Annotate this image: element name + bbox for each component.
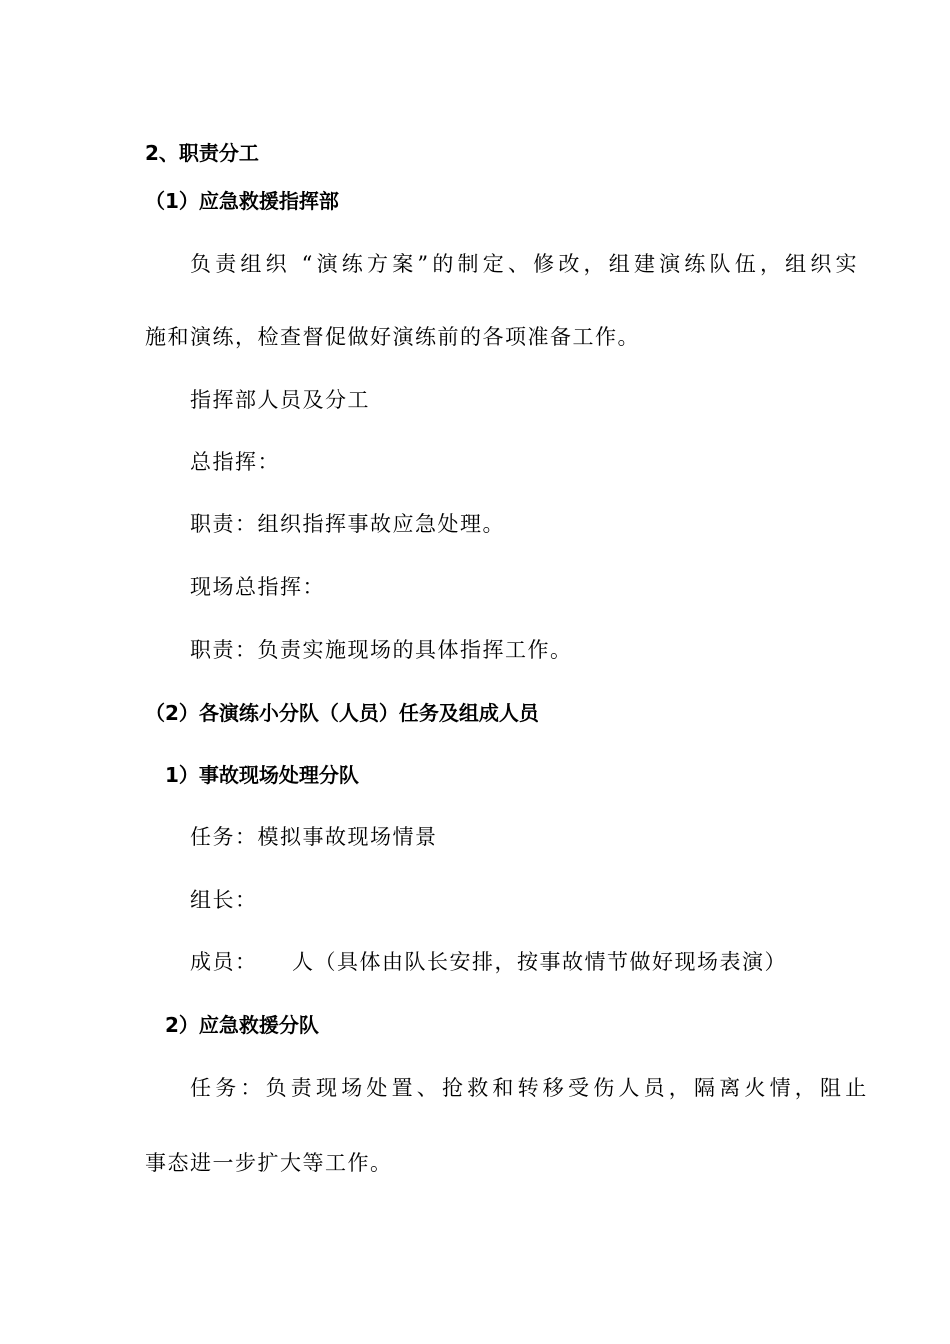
section-title: 2、职责分工	[145, 141, 259, 165]
team-1-title: 1）事故现场处理分队	[165, 763, 359, 787]
team-2-task-line-1: 任务：负责现场处置、抢救和转移受伤人员，隔离火情，阻止	[190, 1076, 871, 1100]
team-1-members: 成员： 人（具体由队长安排，按事故情节做好现场表演）	[190, 950, 787, 974]
team-2-task-line-2: 事态进一步扩大等工作。	[145, 1151, 393, 1175]
chief-commander-label: 总指挥：	[190, 450, 280, 474]
hq-staff-heading: 指挥部人员及分工	[190, 388, 370, 412]
team-1-task: 任务：模拟事故现场情景	[190, 825, 438, 849]
site-commander-duty: 职责：负责实施现场的具体指挥工作。	[190, 638, 573, 662]
command-hq-paragraph-line-1: 负责组织 “演练方案”的制定、修改，组建演练队伍，组织实	[190, 252, 861, 276]
team-1-leader-label: 组长：	[190, 888, 258, 912]
site-commander-label: 现场总指挥：	[190, 575, 325, 599]
command-hq-paragraph-line-2: 施和演练，检查督促做好演练前的各项准备工作。	[145, 325, 640, 349]
subsection-title-command-hq: （1）应急救援指挥部	[145, 189, 339, 213]
chief-commander-duty: 职责：组织指挥事故应急处理。	[190, 512, 505, 536]
subsection-title-drill-teams: （2）各演练小分队（人员）任务及组成人员	[145, 701, 539, 725]
team-2-title: 2）应急救援分队	[165, 1013, 319, 1037]
